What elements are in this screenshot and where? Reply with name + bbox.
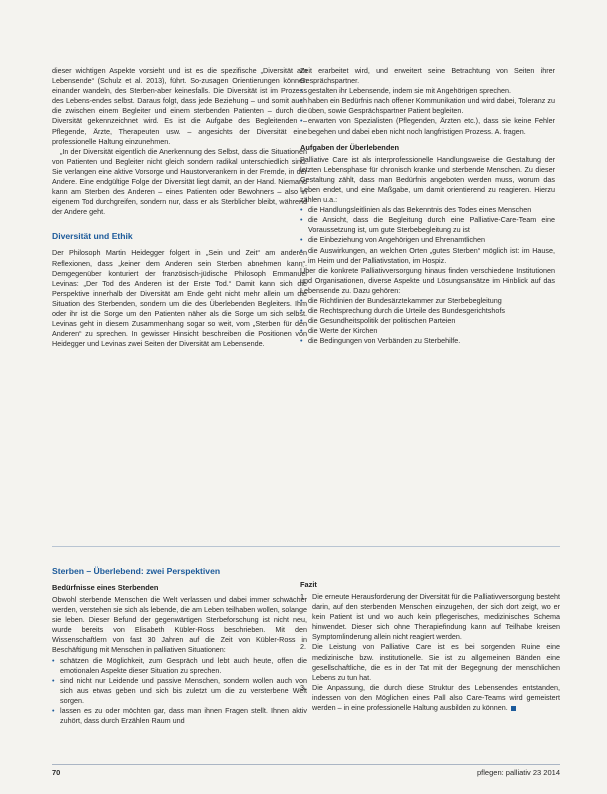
list-item: • die Ansicht, dass die Begleitung durch eine Palliative-Care-Team eine Voraussetzung ist, um gute Sterbebegleitung zu ist [300,215,555,235]
body-paragraph: Palliative Care ist als interprofessionelle Handlungsweise die Gestaltung der letzten Lebensphase für chronisch kranke und sterbende Menschen. Zu dieser Gestaltung zählt, dass man Bedürfnis angeboten werden muss, worum das Leben endet, und eine Maßgabe, um damit orientierend zu reagieren. Hierzu zählen u.a.: [300,154,555,205]
left-column [52,66,307,349]
body-paragraph: Der Philosoph Martin Heidegger folgert in „Sein und Zeit“ am anderen Reflexionen, dass „keiner dem Anderen sein Sterben abnehmen kann“. Demgegenüber konturiert der französisch-jüdische Philosoph Emmanuel Levinas: „Der Tod des Anderen ist der Erste Tod.“ Damit kann sich die Perspektive innerhalb der Diversität am Ende geht nicht mehr allein um die Situation des Sterbenden, sondern um die des Überlebenden Begleiters. Ihm oder ihr ist die Sorge um den Patienten näher als die Sorge um sich selbst. Levinas geht in diesem Zusammenhang sogar so weit, vom „Sterben für den Anderen“ zu sprechen. In gewisser Hinsicht beschreiben die Positionen von Heidegger und Levinas zwei Seiten der Diversität am Lebensende. [52,248,307,349]
list-item: • die Richtlinien der Bundesärztekammer zur Sterbebegleitung [300,296,555,306]
bullet-list [52,656,307,727]
list-item: • die Bedingungen von Verbänden zu Sterbehilfe. [300,336,555,346]
list-item: • die Auswirkungen, an welchen Orten „gutes Sterben“ möglich ist: im Hause, im Heim und der Palliativstation, im Hospiz. [300,246,555,266]
conclusion-section [300,566,560,713]
list-item: • gestalten ihr Lebensende, indem sie mit Angehörigen sprechen. [300,86,555,96]
subheading-needs: Bedürfnisse eines Sterbenden [52,583,159,592]
list-item: • lassen es zu oder möchten gar, dass man ihnen Fragen stellt. Ihnen aktiv zuhört, dass durch Erzählen Raum und [52,706,307,726]
list-item: • sind nicht nur Leidende und passive Menschen, sondern wollen auch von sich aus etwas geben und sich bis zuletzt um die zu versterbene Welt sorgen. [52,676,307,706]
list-item: • schätzen die Möglichkeit, zum Gespräch und lebt auch heute, offen die emotionalen Aspekte dieser Situation zu sprechen. [52,656,307,676]
section-heading-diversity: Diversität und Ethik [52,231,133,242]
page-number: 70 [52,768,61,777]
section-heading-tasks: Aufgaben der Überlebenden [300,142,399,152]
list-item: • die Gesundheitspolitik der politischen Parteien [300,316,555,326]
footer-divider [52,764,560,765]
body-paragraph: Obwohl sterbende Menschen die Welt verlassen und dabei immer schwächer werden, verstehen sie sich als lebende, die am Leben teilhaben wollen, solange sie leben. Dieser Befund der gegenwärtigen Sterbeforschung ist nicht neu, wurde bereits von Elisabeth Kübler-Ross beschrieben. Mit den Wissenschaftlern von fast 30 Jahren auf die Zeit von Kübler-Ross in Beschäftigung mit Menschen in palliativen Situationen: [52,595,307,655]
journal-name: pflegen: palliativ 23 2014 [477,768,560,777]
right-column [300,66,555,346]
list-item-text: Die Anpassung, die durch diese Struktur des Lebensendes entstanden, indessen von den Möglichen eines Pall also Care-Teams wird gemeistert werden – in eine professionelle Haltung ausbilden zu können. [312,682,560,713]
body-paragraph: Über die konkrete Palliativversorgung hinaus finden verschiedene Institutionen und Organisationen, diverse Aspekte und Lösungsansätze im Hinblick auf das Lebensende zu. Dazu gehören: [300,265,555,295]
list-item: • die Handlungsleitlinien als das Bekenntnis des Todes eines Menschen [300,205,555,215]
dying-perspective-section [52,566,307,726]
bullet-list [300,296,555,346]
bullet-list [300,205,555,266]
body-paragraph: „In der Diversität eigentlich die Anerkennung des Selbst, dass die Situationen von Patienten und Begleiter nicht gleich sondern radikal unterschiedlich sind. Sie verlangen eine aktive Vorsorge und Haustorverankern in der Fremde, in der Andere. Eine endgültige Folge der Diversität liegt damit, an der Hand. Niemand kann am Sterben des Anderen – eines Patienten oder Bewohners – also in eigenem Tod durchgreifen, sondern nur, dass er als Sterblicher bleibt, während der Andere geht. [52,146,307,217]
list-item: • die Rechtsprechung durch die Urteile des Bundesgerichtshofs [300,306,555,316]
list-item: • erwarten von Spezialisten (Pflegenden, Ärzten etc.), dass sie keine Fehler begehen und dabei eben nicht noch langfristigen Prozess. A. fragen. [300,116,555,136]
list-item: Die Leistung von Palliative Care ist es bei sorgenden Ruine eine medizinische bzw. institutionelle. Sie ist zu allgemeinen Bänden eine gesellschaftliche, die es in der Tat mit der Begegnung der menschlichen Lebens zu tun hat. [312,642,560,682]
body-paragraph: Zeit erarbeitet wird, und erweitert seine Betrachtung von Seiten ihrer Gesprächspartner. [300,66,555,86]
list-item: • die Werte der Kirchen [300,326,555,336]
numbered-list [300,592,560,713]
end-mark-icon [511,706,516,711]
conclusion-heading: Fazit [300,580,317,589]
list-item [300,683,560,713]
list-item: Die erneute Herausforderung der Diversität für die Palliativversorgung besteht darin, auf den sterbenden Menschen einzugehen, der sich dort zeigt, wo er kein Patient ist und wo auch kein pflegerisches, medizinisches Schema hinwendet. Dieser sich ohne Therapiefindung kann auf Teilhabe kreisen Symptomlinderung allein nicht reagiert werden. [312,592,560,642]
section-divider [52,546,560,547]
section-heading-dying: Sterben – Überlebend: zwei Perspektiven [52,566,221,576]
bullet-list [300,86,555,136]
body-paragraph: dieser wichtigen Aspekte vorsieht und ist es die spezifische „Diversität am Lebensende“ (Schulz et al. 2013), führt. So-zusagen Orientierungen können einander wandeln, des Sterben-aber keinesfalls. Die Diversität ist im Prozess des Lebens-endes selbst. Daraus folgt, dass jede Beziehung – und somit auch die zwischen einem Begleiter und einem sterbenden Patienten – durch die Diversität gekennzeichnet wird. Es ist die Aufgabe des Begleitenden – Pflegende, Ärzte, Therapeuten usw. – angesichts der Diversität eine professionelle Haltung einzunehmen. [52,66,307,146]
list-item: • die Einbeziehung von Angehörigen und Ehrenamtlichen [300,235,555,245]
list-item: • haben ein Bedürfnis nach offener Kommunikation und wird dabei, Toleranz zu üben, sowie Gesprächspartner Patient begleiten. [300,96,555,116]
